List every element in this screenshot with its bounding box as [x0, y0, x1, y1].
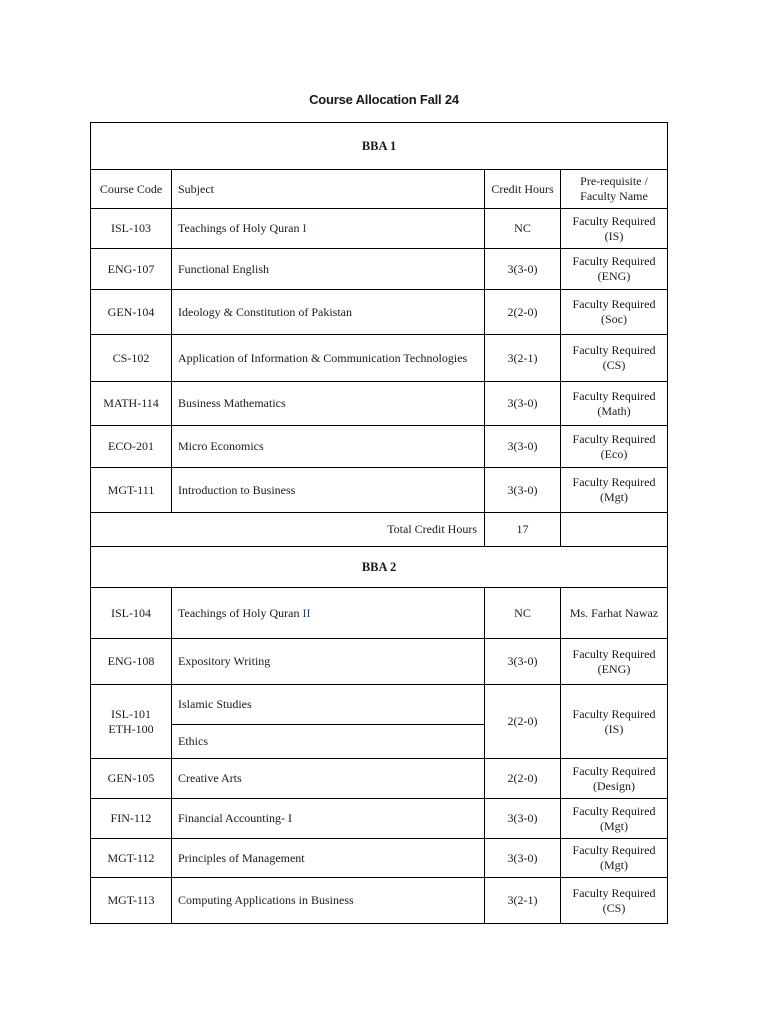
course-allocation-table	[90, 122, 668, 924]
course-code: ENG-108	[91, 639, 172, 685]
subject: Islamic Studies	[172, 685, 485, 725]
faculty: Faculty Required (Design)	[561, 759, 668, 799]
table-row	[91, 249, 668, 290]
credit-hours: 2(2-0)	[485, 759, 561, 799]
credit-hours: 3(3-0)	[485, 468, 561, 513]
subject: Application of Information & Communication Technologies	[172, 335, 485, 382]
table-row	[91, 639, 668, 685]
table-row	[91, 382, 668, 426]
faculty: Faculty Required (ENG)	[561, 639, 668, 685]
subject: Ideology & Constitution of Pakistan	[172, 290, 485, 335]
total-label: Total Credit Hours	[91, 513, 485, 547]
table-row	[91, 685, 668, 725]
total-value: 17	[485, 513, 561, 547]
credit-hours: 3(3-0)	[485, 249, 561, 290]
table-row	[91, 335, 668, 382]
table-row	[91, 839, 668, 878]
subject: Financial Accounting- I	[172, 799, 485, 839]
course-code: ISL-101 ETH-100	[91, 685, 172, 759]
column-header-row	[91, 170, 668, 209]
faculty: Faculty Required (Mgt)	[561, 468, 668, 513]
faculty: Faculty Required (CS)	[561, 878, 668, 924]
table-row	[91, 426, 668, 468]
course-code: FIN-112	[91, 799, 172, 839]
table-row	[91, 290, 668, 335]
subject: Micro Economics	[172, 426, 485, 468]
credit-hours: 2(2-0)	[485, 685, 561, 759]
faculty: Faculty Required (IS)	[561, 685, 668, 759]
credit-hours: 3(3-0)	[485, 426, 561, 468]
credit-hours: 3(3-0)	[485, 799, 561, 839]
course-code: MGT-112	[91, 839, 172, 878]
course-code: ECO-201	[91, 426, 172, 468]
subject: Introduction to Business	[172, 468, 485, 513]
subject-suffix: II	[302, 605, 311, 620]
subject: Expository Writing	[172, 639, 485, 685]
credit-hours: 3(3-0)	[485, 839, 561, 878]
credit-hours: 3(2-1)	[485, 335, 561, 382]
header-subject: Subject	[172, 170, 485, 209]
credit-hours: NC	[485, 588, 561, 639]
course-code: MGT-113	[91, 878, 172, 924]
table-row	[91, 588, 668, 639]
table-row	[91, 878, 668, 924]
subject	[172, 588, 485, 639]
header-course-code: Course Code	[91, 170, 172, 209]
subject: Principles of Management	[172, 839, 485, 878]
table-row	[91, 468, 668, 513]
header-credit-hours: Credit Hours	[485, 170, 561, 209]
subject: Computing Applications in Business	[172, 878, 485, 924]
subject: Ethics	[172, 725, 485, 759]
table-row	[91, 209, 668, 249]
table-row	[91, 799, 668, 839]
faculty: Faculty Required (Mgt)	[561, 839, 668, 878]
subject	[172, 209, 485, 249]
faculty: Faculty Required (Mgt)	[561, 799, 668, 839]
total-row	[91, 513, 668, 547]
section-header-bba1	[91, 123, 668, 170]
faculty: Faculty Required (IS)	[561, 209, 668, 249]
subject-text: Teachings of Holy Quran	[178, 221, 303, 235]
course-code: CS-102	[91, 335, 172, 382]
faculty: Faculty Required (Math)	[561, 382, 668, 426]
course-code: MATH-114	[91, 382, 172, 426]
subject: Functional English	[172, 249, 485, 290]
section-header-bba2	[91, 547, 668, 588]
subject-text: Teachings of Holy Quran	[178, 605, 303, 620]
total-empty-cell	[561, 513, 668, 547]
credit-hours: 3(3-0)	[485, 639, 561, 685]
table-row	[91, 759, 668, 799]
section-title: BBA 1	[91, 123, 668, 170]
course-code: GEN-104	[91, 290, 172, 335]
course-code: MGT-111	[91, 468, 172, 513]
subject: Creative Arts	[172, 759, 485, 799]
faculty: Faculty Required (CS)	[561, 335, 668, 382]
credit-hours: 3(3-0)	[485, 382, 561, 426]
faculty: Ms. Farhat Nawaz	[561, 588, 668, 639]
faculty: Faculty Required (Soc)	[561, 290, 668, 335]
credit-hours: 2(2-0)	[485, 290, 561, 335]
credit-hours: NC	[485, 209, 561, 249]
subject: Business Mathematics	[172, 382, 485, 426]
section-title: BBA 2	[91, 547, 668, 588]
faculty: Faculty Required (Eco)	[561, 426, 668, 468]
course-code: ISL-103	[91, 209, 172, 249]
course-code: GEN-105	[91, 759, 172, 799]
course-code: ENG-107	[91, 249, 172, 290]
course-code: ISL-104	[91, 588, 172, 639]
faculty: Faculty Required (ENG)	[561, 249, 668, 290]
page-title: Course Allocation Fall 24	[309, 92, 459, 107]
subject-suffix: I	[302, 221, 307, 235]
header-prerequisite: Pre-requisite / Faculty Name	[561, 170, 668, 209]
credit-hours: 3(2-1)	[485, 878, 561, 924]
